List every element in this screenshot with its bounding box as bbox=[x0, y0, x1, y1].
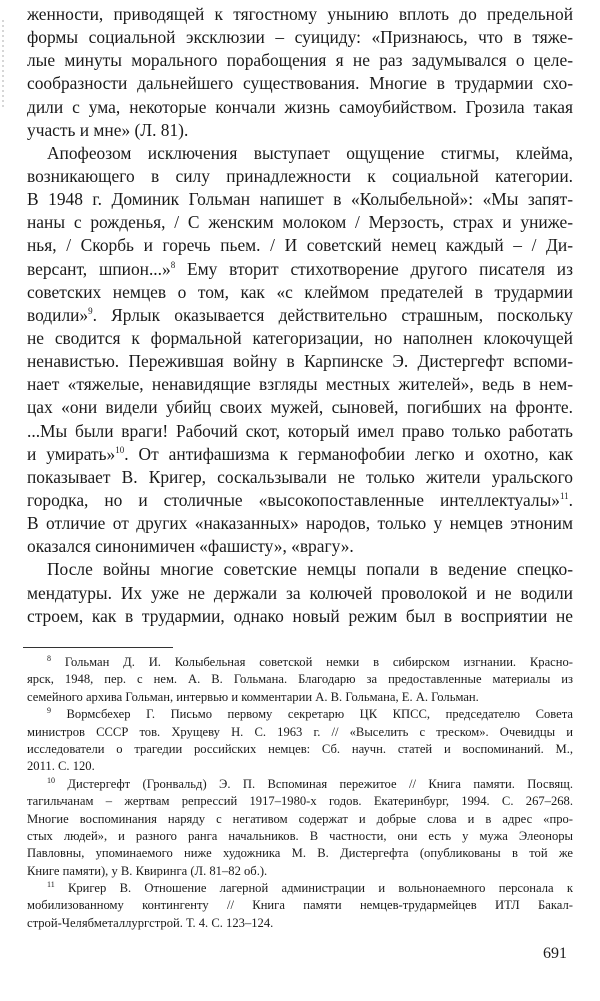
text-line: Апофеозом исключения выступает ощущение стигмы, клейма, bbox=[47, 142, 573, 163]
text-line: дили с ума, некоторые кончали жизнь самоубийством. Грозила такая bbox=[27, 96, 573, 117]
footnote-line: мобилизованному контингенту // Книга памяти немцев-трудармейцев ИТЛ Бакал- bbox=[27, 898, 573, 913]
footnote-number: 10 bbox=[47, 775, 55, 785]
text-line: не сводится к формальной категоризации, но наполнен клокочущей bbox=[27, 327, 573, 348]
text-line bbox=[27, 489, 573, 512]
text-line: ...Мы были враги! Рабочий скот, который имел право только работать bbox=[27, 420, 573, 441]
text-fragment: . От антифашизма к германофобии легко и охотно, как bbox=[124, 443, 573, 464]
text-fragment: . Ярлык оказывается действительно страшным, поскольку bbox=[92, 304, 573, 325]
footnote-line: строй-Челябметаллургстрой. Т. 4. С. 123–124. bbox=[27, 915, 274, 930]
main-text-body bbox=[27, 3, 573, 628]
footnote-line bbox=[27, 654, 573, 671]
footnotes-section bbox=[27, 654, 573, 932]
footnote-line: тагильчанам – жертвам репрессий 1917–1980-х годов. Екатеринбург, 1994. С. 267–268. bbox=[27, 794, 573, 809]
footnote-ref-11[interactable]: 11 bbox=[559, 490, 569, 501]
text-fragment: Дистергефт (Гронвальд) Э. П. Вспоминая пережитое // Книга памяти. Посвящ. bbox=[67, 776, 573, 791]
text-line: участь и мне» (Л. 81). bbox=[27, 119, 189, 140]
footnote-line: Павловны, упоминаемого ниже художника М. В. Дистергефта (опубликованы в той же bbox=[27, 846, 573, 861]
footnote-ref-9[interactable]: 9 bbox=[88, 305, 93, 316]
footnote-8 bbox=[27, 654, 573, 706]
text-fragment: Кригер В. Отношение лагерной администрации и вольнонаемного персонала к bbox=[67, 881, 573, 896]
text-fragment: Вормсбехер Г. Письмо первому секретарю ЦК КПСС, председателю Совета bbox=[66, 707, 573, 722]
text-line: В отличие от других «наказанных» народов, только у немцев этноним bbox=[27, 513, 573, 534]
paragraph-1 bbox=[27, 3, 573, 142]
text-line: формы социальной эксклюзии – суициду: «Признаюсь, что в тяже- bbox=[27, 27, 573, 48]
text-fragment: водили» bbox=[27, 304, 89, 325]
text-line: показывает В. Кригер, соскальзывали не только жители уральского bbox=[27, 466, 573, 487]
footnote-10 bbox=[27, 776, 573, 880]
text-line: цах «они видели убийц своих мужей, сыновей, погибших на фронте. bbox=[27, 397, 573, 418]
footnote-number: 11 bbox=[47, 880, 55, 890]
footnote-number: 8 bbox=[47, 654, 51, 663]
text-fragment: Ему вторит стихотворение другого писателя из bbox=[187, 258, 573, 279]
footnote-line bbox=[27, 776, 573, 793]
text-line: наны с рожденья, / С женским молоком / Мерзость, страх и униже- bbox=[27, 212, 573, 233]
text-line: мендатуры. Их уже не держали за колючей проволокой и не водили bbox=[27, 582, 573, 603]
footnote-ref-8[interactable]: 8 bbox=[170, 259, 176, 270]
footnote-line: Многие воспоминания наряду с негативом содержат и добрые слова и в адрес «про- bbox=[27, 811, 573, 826]
text-fragment: версант, шпион...» bbox=[27, 258, 171, 279]
text-line: После войны многие советские немцы попали в ведение спецко- bbox=[47, 559, 573, 580]
text-line: нает «тяжелые, ненавидящие взгляды местных жителей», ведь в нем- bbox=[27, 374, 573, 395]
footnote-line: министров СССР тов. Хрущеву Н. С. 1963 г. // «Выселить с треском». Очевидцы и bbox=[27, 724, 573, 739]
text-fragment: Гольман Д. И. Колыбельная советской немки в сибирском изгнании. Красно- bbox=[64, 655, 573, 669]
text-line bbox=[27, 443, 573, 466]
text-fragment: и умирать» bbox=[27, 443, 116, 464]
text-line: В 1948 г. Доминик Гольман напишет в «Колыбельной»: «Мы запят- bbox=[27, 189, 573, 210]
text-fragment: . bbox=[568, 489, 573, 510]
footnote-line: исследователи о трагедии российских немцев: Сб. научн. статей и воспоминаний. М., bbox=[27, 741, 573, 756]
footnote-line bbox=[27, 880, 573, 897]
text-line: ненавистью. Пережившая войну в Карпинске Э. Дистергефт вспоми- bbox=[27, 351, 573, 372]
text-line bbox=[27, 304, 573, 327]
text-line: строем, как в трудармии, однако новый режим был в восприятии не bbox=[27, 605, 573, 626]
footnote-line: ярск, 1948, пер. с нем. А. В. Гольмана. Благодарю за предоставленные материалы из bbox=[27, 672, 573, 687]
footnote-9 bbox=[27, 706, 573, 776]
footnote-line: семейного архива Гольман, интервью и комментарии А. В. Гольмана, Е. А. Гольман. bbox=[27, 689, 479, 704]
page-number: 691 bbox=[543, 945, 567, 962]
footnote-line: 2011. С. 120. bbox=[27, 759, 95, 774]
text-line: возникающего в силу принадлежности к социальной категории. bbox=[27, 165, 573, 186]
footnote-number: 9 bbox=[47, 706, 51, 716]
footnote-separator-rule bbox=[23, 647, 173, 648]
text-line: советских немцев о том, как «с клеймом предателей в трудармии bbox=[27, 281, 573, 302]
text-fragment: городка, но и столичные «высокопоставленные интеллектуалы» bbox=[27, 489, 560, 510]
text-line: оказался синонимичен «фашисту», «врагу». bbox=[27, 536, 354, 557]
footnote-line: стых людей», и разного ранга начальников. В частности, они есть у мужа Элеоноры bbox=[27, 828, 573, 843]
text-line: нья, / Скорбь и горечь пьем. / И советский немец каждый – / Ди- bbox=[27, 235, 573, 256]
footnote-line: Книге памяти), у В. Квиринга (Л. 81–82 об.). bbox=[27, 863, 268, 878]
footnote-ref-10[interactable]: 10 bbox=[115, 444, 125, 455]
footnote-line bbox=[27, 706, 573, 723]
footnote-11 bbox=[27, 880, 573, 932]
paragraph-3 bbox=[27, 558, 573, 627]
text-line bbox=[27, 258, 573, 281]
text-line: лые минуты морального порабощения я не раз задумывался о целе- bbox=[27, 50, 573, 71]
paragraph-2 bbox=[27, 142, 573, 559]
text-line: сообразности дальнейшего существования. Многие в трудармии схо- bbox=[27, 73, 573, 94]
scan-margin-artifact bbox=[2, 20, 4, 110]
text-line: женности, приводящей к тягостному унынию вплоть до предельной bbox=[27, 4, 573, 24]
